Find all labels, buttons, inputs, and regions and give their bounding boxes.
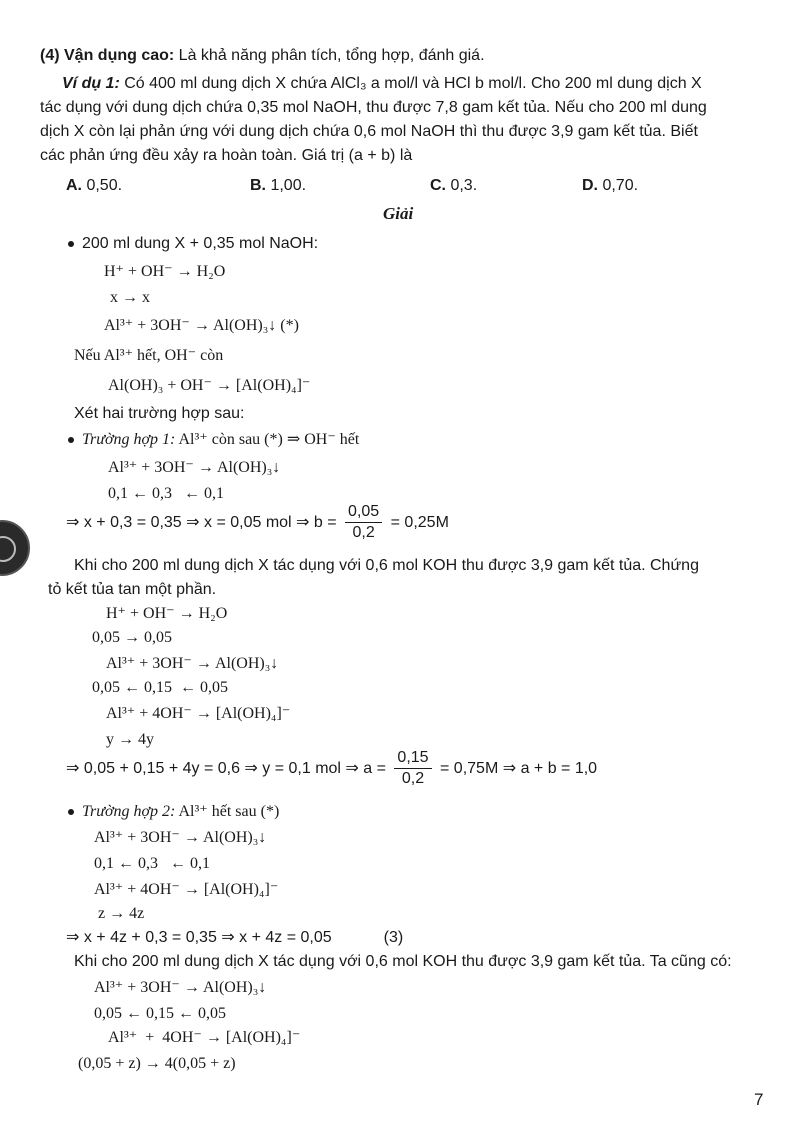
page-number: 7 [754, 1090, 764, 1109]
case-2-heading: Trường hợp 2: Al³⁺ hết sau (*) [68, 802, 279, 822]
mole-ratio: 0,05 ← 0,15 ← 0,05 [94, 1005, 226, 1022]
option-a: A. 0,50. [66, 177, 123, 194]
problem-line-3: dịch X còn lại phản ứng với dung dịch chứa 0,6 mol NaOH thì thu được 3,9 gam kết tủa. Biết [40, 123, 698, 140]
solution-line: Nếu Al³⁺ hết, OH⁻ còn [74, 347, 224, 364]
fraction: $\frac{0,15}{0,2}$ [394, 748, 431, 789]
case-1-heading: Trường hợp 1: Al³⁺ còn sau (*) ⇒ OH⁻ hết [68, 430, 359, 450]
option-d: D. 0,70. [582, 177, 639, 194]
mole-ratio: z → 4z [98, 905, 145, 922]
equation: Al³⁺ + 3OH⁻ → Al(OH)₃↓ [108, 459, 281, 476]
section-heading [40, 46, 485, 66]
problem-line-1 [62, 74, 702, 94]
solution-title: Giải [383, 204, 414, 223]
bullet-icon [68, 809, 74, 815]
bullet-icon [68, 437, 74, 443]
bullet-icon [68, 241, 74, 247]
equation: x → x [110, 289, 150, 306]
edge-seal-logo [0, 520, 30, 576]
result-a: ⇒ 0,05 + 0,15 + 4y = 0,6 ⇒ y = 0,1 mol ⇒ a = $\frac{0,15}{0,2}$ = 0,75M ⇒ a + b = 1,0 [66, 749, 598, 788]
solution-line: Khi cho 200 ml dung dịch X tác dụng với 0,6 mol KOH thu được 3,9 gam kết tủa. Chứng [74, 557, 699, 574]
equation: Al³⁺ + 4OH⁻ → [Al(OH)₄]⁻ [94, 881, 279, 898]
mole-ratio: 0,05 → 0,05 [92, 629, 172, 646]
heading-label: (4) Vận dụng cao: [40, 47, 175, 64]
equation: Al³⁺ + 3OH⁻ → Al(OH)₃↓ (*) [104, 317, 299, 334]
equation: H⁺ + OH⁻ → H₂O [104, 263, 226, 280]
equation: Al³⁺ + 3OH⁻ → Al(OH)₃↓ [106, 655, 279, 672]
example-label: Ví dụ 1: [62, 75, 120, 92]
mole-ratio: 0,1 ← 0,3 ← 0,1 [108, 485, 224, 502]
equation: Al³⁺ + 3OH⁻ → Al(OH)₃↓ [94, 829, 267, 846]
fraction: $\frac{0,05}{0,2}$ [345, 502, 382, 543]
equation: Al³⁺ + 4OH⁻ → [Al(OH)₄]⁻ [106, 705, 291, 722]
option-c: C. 0,3. [430, 177, 478, 194]
equation: Al³⁺ + 4OH⁻ → [Al(OH)₄]⁻ [108, 1029, 301, 1046]
heading-text: Là khả năng phân tích, tổng hợp, đánh giá. [174, 47, 485, 64]
mole-ratio: y → 4y [106, 731, 154, 748]
solution-line: 200 ml dung X + 0,35 mol NaOH: [68, 234, 318, 254]
mole-ratio: (0,05 + z) → 4(0,05 + z) [78, 1055, 236, 1072]
problem-line-2: tác dụng với dung dịch chứa 0,35 mol NaOH, thu được 7,8 gam kết tủa. Nếu cho 200 ml dung [40, 99, 707, 116]
mole-ratio: 0,1 ← 0,3 ← 0,1 [94, 855, 210, 872]
equation-3: ⇒ x + 4z + 0,3 = 0,35 ⇒ x + 4z = 0,05 (3) [66, 929, 404, 946]
solution-line: Khi cho 200 ml dung dịch X tác dụng với 0,6 mol KOH thu được 3,9 gam kết tủa. Ta cũng có: [74, 953, 732, 970]
problem-text-1: Có 400 ml dung dịch X chứa AlCl₃ a mol/l và HCl b mol/l. Cho 200 ml dung dịch X [119, 75, 702, 92]
mole-ratio: 0,05 ← 0,15 ← 0,05 [92, 679, 228, 696]
solution-line: tỏ kết tủa tan một phần. [48, 581, 217, 598]
solution-line: Xét hai trường hợp sau: [74, 405, 245, 422]
option-b: B. 1,00. [250, 177, 307, 194]
equation: Al³⁺ + 3OH⁻ → Al(OH)₃↓ [94, 979, 267, 996]
result-b: ⇒ x + 0,3 = 0,35 ⇒ x = 0,05 mol ⇒ b = $\frac{0,05}{0,2}$ = 0,25M [66, 503, 449, 542]
equation: H⁺ + OH⁻ → H₂O [106, 605, 228, 622]
equation: Al(OH)₃ + OH⁻ → [Al(OH)₄]⁻ [108, 377, 311, 394]
problem-line-4: các phản ứng đều xảy ra hoàn toàn. Giá trị (a + b) là [40, 147, 413, 164]
